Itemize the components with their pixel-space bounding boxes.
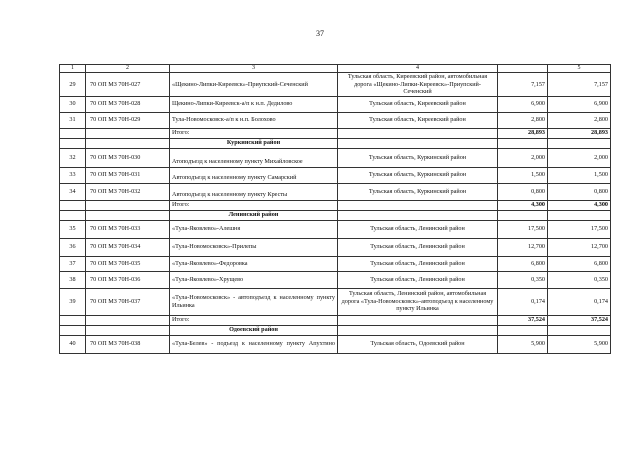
total-label-cell: Итого: [170,128,338,138]
row-number-cell: 31 [60,112,86,128]
total-row [60,128,611,138]
length-cell: 17,500 [498,220,548,238]
length-cell: 2,800 [498,112,548,128]
location-cell: Тульская область, Куркинский район [338,148,498,167]
road-code-cell: 70 ОП МЗ 70Н-029 [86,112,170,128]
header-row [60,65,611,73]
table-row [60,167,611,183]
table-row [60,112,611,128]
empty-cell [548,325,611,335]
total-row [60,200,611,210]
row-number-cell: 32 [60,148,86,167]
length-cell: 12,700 [498,238,548,256]
location-cell: Тульская область, Киреевский район [338,112,498,128]
empty-cell [60,128,86,138]
table-row [60,183,611,200]
table-row [60,271,611,288]
empty-cell [338,200,498,210]
empty-cell [338,315,498,325]
length-cell: 6,800 [498,256,548,271]
empty-cell [86,325,170,335]
row-number-cell: 35 [60,220,86,238]
district-header-row [60,325,611,335]
location-cell: Тульская область, Одоевский район [338,335,498,353]
length-cell: 2,000 [498,148,548,167]
location-cell: Тульская область, Ленинский район [338,256,498,271]
length-total-cell: 12,700 [548,238,611,256]
length-total-cell: 5,900 [548,335,611,353]
empty-cell [548,138,611,148]
road-code-cell: 70 ОП МЗ 70Н-035 [86,256,170,271]
road-name-cell: «Тула-Новомосковск» - автоподъезд к населенному пункту Ильинка [170,288,338,315]
length-total-cell: 0,350 [548,271,611,288]
road-name-cell: «Щекино-Липки-Киреевск»-Приупский-Сеченский [170,73,338,96]
road-code-cell: 70 ОП МЗ 70Н-033 [86,220,170,238]
empty-cell [338,138,498,148]
total-value-cell: 37,524 [498,315,548,325]
road-code-cell: 70 ОП МЗ 70Н-036 [86,271,170,288]
row-number-cell: 40 [60,335,86,353]
road-name-cell: «Тула-Яковлево»-Федоровка [170,256,338,271]
road-name-cell: «Тула-Новомосковск»-Прилепы [170,238,338,256]
road-code-cell: 70 ОП МЗ 70Н-030 [86,148,170,167]
page-number: 37 [316,29,324,38]
location-cell: Тульская область, Ленинский район [338,238,498,256]
empty-cell [548,210,611,220]
length-total-cell: 17,500 [548,220,611,238]
empty-cell [60,200,86,210]
road-name-cell: Тула-Новомосковск-а/п к н.п. Болохово [170,112,338,128]
row-number-cell: 38 [60,271,86,288]
header-cell: 1 [60,65,86,73]
table-row [60,288,611,315]
road-name-cell: «Тула-Яковлево»-Алешня [170,220,338,238]
total-value-cell: 28,893 [548,128,611,138]
row-number-cell: 39 [60,288,86,315]
total-value-cell: 4,300 [548,200,611,210]
road-name-cell: Щекино-Липки-Киреевск-а/п к н.п. Дедилово [170,96,338,112]
length-total-cell: 0,174 [548,288,611,315]
header-cell: 5 [548,65,611,73]
location-cell: Тульская область, Киреевский район, автомобильная дорога «Щекино-Липки-Киреевск»-Приупский-Сеченский [338,73,498,96]
empty-cell [60,315,86,325]
empty-cell [86,128,170,138]
road-name-cell: Автоподъезд к населенному пункту Самарский [170,167,338,183]
road-code-cell: 70 ОП МЗ 70Н-027 [86,73,170,96]
district-header-row [60,138,611,148]
header-cell: 2 [86,65,170,73]
district-name-cell: Куркинский район [170,138,338,148]
road-code-cell: 70 ОП МЗ 70Н-032 [86,183,170,200]
road-code-cell: 70 ОП МЗ 70Н-031 [86,167,170,183]
empty-cell [60,210,86,220]
roads-table [59,64,611,354]
table-row [60,96,611,112]
road-code-cell: 70 ОП МЗ 70Н-038 [86,335,170,353]
length-total-cell: 7,157 [548,73,611,96]
empty-cell [86,200,170,210]
road-code-cell: 70 ОП МЗ 70Н-028 [86,96,170,112]
length-cell: 0,174 [498,288,548,315]
length-total-cell: 6,800 [548,256,611,271]
row-number-cell: 30 [60,96,86,112]
header-cell: 3 [170,65,338,73]
length-cell: 0,800 [498,183,548,200]
length-cell: 7,157 [498,73,548,96]
road-name-cell: «Тула-Белев» - подъезд к населенному пункту Апухтино [170,335,338,353]
row-number-cell: 33 [60,167,86,183]
header-cell: 4 [338,65,498,73]
empty-cell [498,210,548,220]
total-value-cell: 28,893 [498,128,548,138]
length-cell: 1,500 [498,167,548,183]
empty-cell [338,210,498,220]
row-number-cell: 37 [60,256,86,271]
empty-cell [498,138,548,148]
table-row [60,148,611,167]
road-name-cell: «Тула-Яковлево»-Хрущево [170,271,338,288]
table-row [60,73,611,96]
length-total-cell: 2,800 [548,112,611,128]
road-name-cell: Атоподъезд к населенному пункту Михайловское [170,148,338,167]
total-value-cell: 4,300 [498,200,548,210]
road-code-cell: 70 ОП МЗ 70Н-037 [86,288,170,315]
location-cell: Тульская область, Ленинский район [338,220,498,238]
length-total-cell: 1,500 [548,167,611,183]
row-number-cell: 34 [60,183,86,200]
location-cell: Тульская область, Куркинский район [338,183,498,200]
table-row [60,238,611,256]
location-cell: Тульская область, Ленинский район [338,271,498,288]
empty-cell [86,138,170,148]
total-row [60,315,611,325]
empty-cell [60,138,86,148]
table-row [60,335,611,353]
road-code-cell: 70 ОП МЗ 70Н-034 [86,238,170,256]
length-cell: 0,350 [498,271,548,288]
total-value-cell: 37,524 [548,315,611,325]
empty-cell [86,315,170,325]
length-total-cell: 0,800 [548,183,611,200]
length-cell: 6,900 [498,96,548,112]
table-row [60,220,611,238]
empty-cell [338,128,498,138]
location-cell: Тульская область, Куркинский район [338,167,498,183]
empty-cell [338,325,498,335]
row-number-cell: 29 [60,73,86,96]
length-cell: 5,900 [498,335,548,353]
empty-cell [86,210,170,220]
total-label-cell: Итого: [170,315,338,325]
table-row [60,256,611,271]
row-number-cell: 36 [60,238,86,256]
length-total-cell: 6,900 [548,96,611,112]
location-cell: Тульская область, Ленинский район, автомобильная дорога «Тула-Новомосковск»-автоподъезд к населенному пункту Ильинка [338,288,498,315]
length-total-cell: 2,000 [548,148,611,167]
empty-cell [498,325,548,335]
header-cell [498,65,548,73]
empty-cell [60,325,86,335]
road-name-cell: Автоподъезд к населенному пункту Кресты [170,183,338,200]
district-name-cell: Ленинский район [170,210,338,220]
district-name-cell: Одоевский район [170,325,338,335]
district-header-row [60,210,611,220]
total-label-cell: Итого: [170,200,338,210]
location-cell: Тульская область, Киреевский район [338,96,498,112]
